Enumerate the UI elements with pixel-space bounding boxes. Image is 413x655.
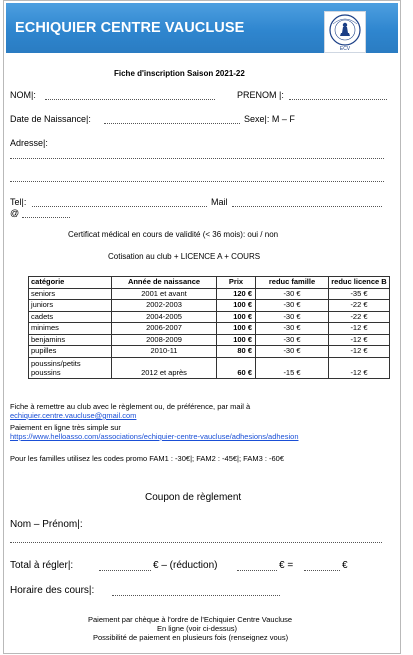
helloasso-link[interactable]: https://www.helloasso.com/associations/echiquier-centre-vaucluse/adhesions/adhesion bbox=[10, 432, 299, 441]
table-row bbox=[29, 346, 390, 358]
table-row bbox=[29, 300, 390, 312]
cell-licence: -22 € bbox=[329, 311, 390, 323]
cell-annee: 2006-2007 bbox=[112, 323, 217, 335]
cell-categorie: minimes bbox=[29, 323, 112, 335]
cell-famille: -30 € bbox=[256, 334, 329, 346]
mail-domain-field[interactable] bbox=[22, 217, 70, 218]
svg-text:ECV: ECV bbox=[339, 46, 351, 52]
sexe-label: Sexe|: M – F bbox=[244, 114, 295, 124]
table-row bbox=[29, 288, 390, 300]
cell-prix: 60 € bbox=[217, 357, 256, 378]
mail-label: Mail bbox=[211, 197, 228, 207]
naissance-field[interactable] bbox=[104, 123, 240, 124]
table-row bbox=[29, 323, 390, 335]
mail-at-sign: @ bbox=[10, 208, 20, 218]
sexe-options[interactable]: M – F bbox=[271, 114, 295, 124]
footer-line-2: En ligne (voir ci-dessus) bbox=[157, 624, 238, 633]
cell-famille: -15 € bbox=[256, 357, 329, 378]
cell-categorie: seniors bbox=[29, 288, 112, 300]
footer-line-1: Paiement par chèque à l'ordre de l'Echiquier Centre Vaucluse bbox=[88, 615, 293, 624]
club-logo bbox=[324, 11, 366, 53]
cell-famille: -30 € bbox=[256, 311, 329, 323]
coupon-reduction-field[interactable] bbox=[237, 570, 277, 571]
cell-famille: -30 € bbox=[256, 346, 329, 358]
cell-prix: 80 € bbox=[217, 346, 256, 358]
cell-licence: -12 € bbox=[329, 357, 390, 378]
club-banner bbox=[6, 3, 398, 53]
paiement-ligne-text: Paiement en ligne très simple sur bbox=[10, 423, 121, 432]
col-reduc-licence: reduc licence B bbox=[329, 277, 390, 289]
form-title: Fiche d'inscription Saison 2021-22 bbox=[114, 69, 245, 78]
club-title: ECHIQUIER CENTRE VAUCLUSE bbox=[15, 20, 245, 36]
cell-famille: -30 € bbox=[256, 300, 329, 312]
coupon-euro: € bbox=[342, 560, 348, 571]
cell-annee: 2012 et après bbox=[112, 357, 217, 378]
coupon-total-field[interactable] bbox=[99, 570, 151, 571]
col-categorie: catégorie bbox=[29, 277, 112, 289]
naissance-label: Date de Naissance|: bbox=[10, 114, 91, 124]
prenom-label: PRENOM |: bbox=[237, 90, 284, 100]
cell-categorie: benjamins bbox=[29, 334, 112, 346]
col-annee: Année de naissance bbox=[112, 277, 217, 289]
registration-form-page bbox=[3, 0, 401, 654]
email-link[interactable]: echiquier.centre.vaucluse@gmail.com bbox=[10, 411, 137, 420]
adresse-field-line-2[interactable] bbox=[10, 181, 384, 182]
cell-categorie: poussins/petits poussins bbox=[29, 357, 112, 378]
table-row bbox=[29, 334, 390, 346]
cell-licence: -35 € bbox=[329, 288, 390, 300]
promo-codes-text: Pour les familles utilisez les codes promo FAM1 : -30€|; FAM2 : -45€|; FAM3 : -60€ bbox=[10, 454, 285, 463]
cell-annee: 2001 et avant bbox=[112, 288, 217, 300]
cell-prix: 100 € bbox=[217, 300, 256, 312]
cell-licence: -12 € bbox=[329, 334, 390, 346]
cell-annee: 2010-11 bbox=[112, 346, 217, 358]
tarifs-table bbox=[28, 276, 390, 379]
certificat-line: Certificat médical en cours de validité (< 36 mois): oui / non bbox=[68, 230, 279, 239]
cell-famille: -30 € bbox=[256, 323, 329, 335]
cell-annee: 2002-2003 bbox=[112, 300, 217, 312]
mail-field[interactable] bbox=[232, 206, 382, 207]
coupon-horaire-label: Horaire des cours|: bbox=[10, 585, 95, 596]
tel-label: Tel|: bbox=[10, 197, 27, 207]
coupon-nom-prenom-field[interactable] bbox=[10, 542, 382, 543]
adresse-label: Adresse|: bbox=[10, 138, 48, 148]
cell-famille: -30 € bbox=[256, 288, 329, 300]
coupon-total-formula: € – (réduction) bbox=[153, 560, 218, 571]
coupon-horaire-field[interactable] bbox=[112, 595, 280, 596]
table-row bbox=[29, 357, 390, 378]
coupon-nom-prenom-label: Nom – Prénom|: bbox=[10, 519, 83, 530]
col-prix: Prix bbox=[217, 277, 256, 289]
cell-categorie: pupilles bbox=[29, 346, 112, 358]
coupon-equals: € = bbox=[279, 560, 294, 571]
nom-field[interactable] bbox=[45, 99, 215, 100]
cell-annee: 2008-2009 bbox=[112, 334, 217, 346]
footer-line-3: Possibilité de paiement en plusieurs fois (renseignez vous) bbox=[93, 633, 289, 642]
cell-prix: 100 € bbox=[217, 311, 256, 323]
remettre-text: Fiche à remettre au club avec le règlement ou, de préférence, par mail à bbox=[10, 402, 251, 411]
cell-categorie: cadets bbox=[29, 311, 112, 323]
coupon-title: Coupon de règlement bbox=[145, 492, 242, 503]
nom-label: NOM|: bbox=[10, 90, 36, 100]
cell-licence: -22 € bbox=[329, 300, 390, 312]
cell-categorie: juniors bbox=[29, 300, 112, 312]
table-header-row bbox=[29, 277, 390, 289]
coupon-total-label: Total à régler|: bbox=[10, 560, 74, 571]
col-reduc-famille: reduc famille bbox=[256, 277, 329, 289]
cell-licence: -12 € bbox=[329, 323, 390, 335]
prenom-field[interactable] bbox=[289, 99, 387, 100]
adresse-field-line-1[interactable] bbox=[10, 158, 384, 159]
cell-prix: 120 € bbox=[217, 288, 256, 300]
cell-licence: -12 € bbox=[329, 346, 390, 358]
cell-annee: 2004-2005 bbox=[112, 311, 217, 323]
table-row bbox=[29, 311, 390, 323]
cotisation-line: Cotisation au club + LICENCE A + COURS bbox=[108, 252, 261, 261]
tel-field[interactable] bbox=[32, 206, 207, 207]
coupon-result-field[interactable] bbox=[304, 570, 340, 571]
cell-prix: 100 € bbox=[217, 334, 256, 346]
cell-prix: 100 € bbox=[217, 323, 256, 335]
